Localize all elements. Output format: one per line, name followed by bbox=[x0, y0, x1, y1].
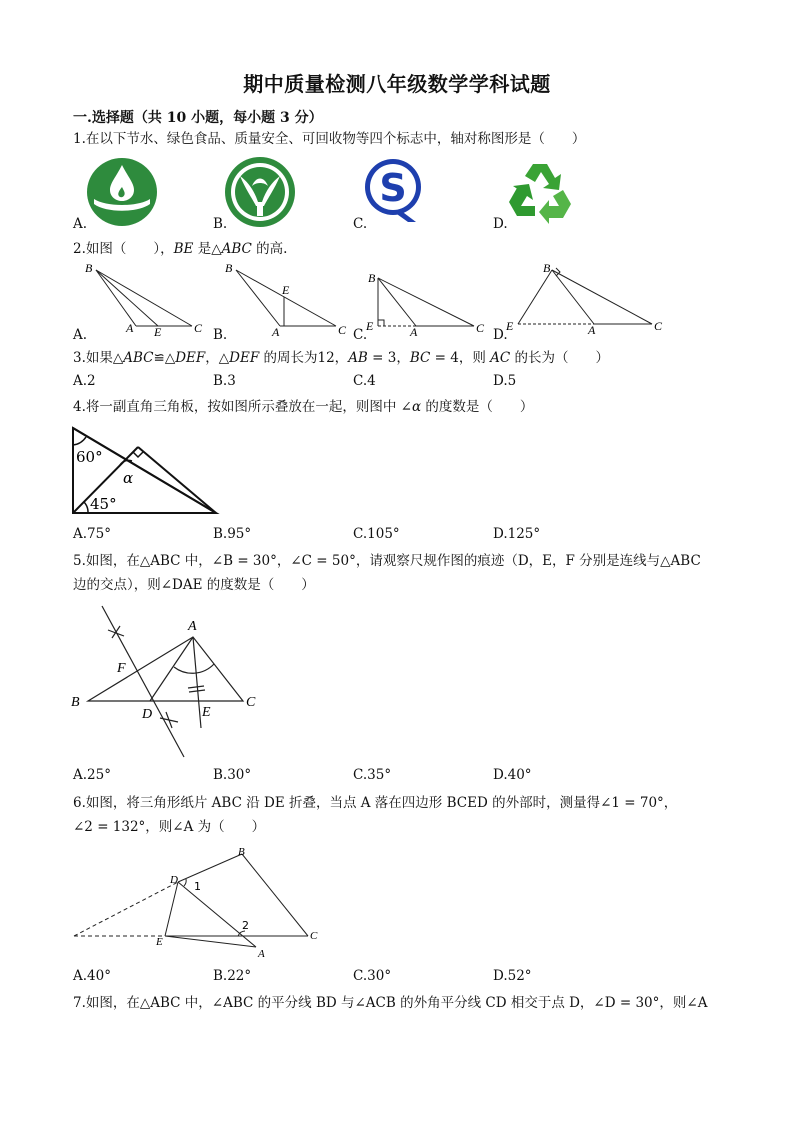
svg-text:A: A bbox=[258, 948, 265, 960]
svg-text:B: B bbox=[543, 261, 551, 275]
q2-figure-a bbox=[80, 262, 210, 338]
q5-construction-figure bbox=[68, 600, 268, 760]
q1-option-d[interactable]: D. bbox=[493, 216, 508, 232]
svg-text:C: C bbox=[310, 930, 318, 942]
svg-text:C: C bbox=[476, 321, 485, 335]
q4-option-d[interactable]: D.125° bbox=[493, 526, 541, 542]
svg-text:D: D bbox=[170, 874, 178, 886]
svg-text:C: C bbox=[654, 319, 663, 333]
svg-text:E: E bbox=[202, 705, 211, 720]
svg-text:B: B bbox=[238, 846, 245, 858]
quality-safety-logo-icon bbox=[364, 158, 424, 224]
svg-text:A: A bbox=[410, 325, 418, 339]
svg-text:2: 2 bbox=[242, 919, 249, 932]
svg-text:C: C bbox=[338, 323, 347, 337]
q3-option-d[interactable]: D.5 bbox=[493, 373, 517, 389]
question-7-line-1: 7.如图，在△ABC 中，∠ABC 的平分线 BD 与∠ACB 的外角平分线 CD 相交于点 D，∠D = 30°，则∠A bbox=[73, 995, 708, 1011]
question-2-stem: 2.如图（ ），BE 是△ABC 的高. bbox=[73, 241, 288, 257]
question-4-stem: 4.将一副直角三角板，按如图所示叠放在一起，则图中 ∠α 的度数是（ ） bbox=[73, 399, 534, 415]
q2-option-d[interactable]: D. bbox=[493, 327, 508, 343]
water-saving-logo-icon bbox=[86, 157, 158, 227]
svg-text:E: E bbox=[366, 319, 374, 333]
svg-text:A: A bbox=[126, 321, 134, 335]
svg-text:45°: 45° bbox=[90, 495, 117, 513]
q2-figure-b bbox=[220, 262, 350, 338]
q3-option-b[interactable]: B.3 bbox=[213, 373, 236, 389]
question-5-line-2: 边的交点），则∠DAE 的度数是（ ） bbox=[73, 577, 315, 593]
question-6-line-2: ∠2 = 132°，则∠A 为（ ） bbox=[73, 819, 266, 835]
q1-option-a[interactable]: A. bbox=[73, 216, 88, 232]
q4-triangle-figure bbox=[70, 425, 220, 517]
section-heading: 一.选择题（共 10 小题，每小题 3 分） bbox=[73, 110, 323, 126]
svg-text:B: B bbox=[225, 261, 233, 275]
svg-text:E: E bbox=[156, 936, 163, 948]
q6-option-b[interactable]: B.22° bbox=[213, 968, 252, 984]
q5-option-c[interactable]: C.35° bbox=[353, 767, 392, 783]
svg-text:A: A bbox=[272, 325, 280, 339]
q5-option-a[interactable]: A.25° bbox=[73, 767, 111, 783]
svg-text:A: A bbox=[188, 619, 197, 634]
svg-text:B: B bbox=[71, 695, 80, 710]
svg-text:1: 1 bbox=[194, 880, 201, 893]
q2-figure-c bbox=[362, 268, 492, 338]
question-3-stem: 3.如果△ABC≌△DEF，△DEF 的周长为12，AB = 3，BC = 4，则 AC 的长为（ ） bbox=[73, 350, 610, 366]
question-5-line-1: 5.如图，在△ABC 中，∠B = 30°，∠C = 50°，请观察尺规作图的痕迹（D，E，F 分别是连线与△ABC bbox=[73, 553, 701, 569]
svg-text:E: E bbox=[506, 319, 514, 333]
svg-text:E: E bbox=[154, 325, 162, 339]
svg-text:D: D bbox=[142, 707, 153, 722]
q4-option-a[interactable]: A.75° bbox=[73, 526, 111, 542]
q1-option-c[interactable]: C. bbox=[353, 216, 368, 232]
question-1-stem: 1.在以下节水、绿色食品、质量安全、可回收物等四个标志中，轴对称图形是（ ） bbox=[73, 131, 586, 147]
svg-text:A: A bbox=[588, 323, 596, 337]
q5-option-b[interactable]: B.30° bbox=[213, 767, 252, 783]
q2-figure-d bbox=[500, 260, 670, 336]
question-6-line-1: 6.如图，将三角形纸片 ABC 沿 DE 折叠，当点 A 落在四边形 BCED 的外部时，测量得∠1 = 70°， bbox=[73, 795, 678, 811]
q2-option-b[interactable]: B. bbox=[213, 327, 228, 343]
svg-text:60°: 60° bbox=[76, 448, 103, 466]
q6-option-a[interactable]: A.40° bbox=[73, 968, 111, 984]
q6-folding-figure bbox=[70, 845, 330, 965]
svg-text:α: α bbox=[123, 469, 134, 487]
q2-option-a[interactable]: A. bbox=[73, 327, 88, 343]
svg-text:F: F bbox=[117, 661, 126, 676]
q6-option-c[interactable]: C.30° bbox=[353, 968, 392, 984]
recycling-logo-icon bbox=[505, 160, 575, 224]
page-title: 期中质量检测八年级数学学科试题 bbox=[243, 72, 551, 96]
svg-text:E: E bbox=[282, 283, 290, 297]
svg-text:C: C bbox=[194, 321, 203, 335]
q5-option-d[interactable]: D.40° bbox=[493, 767, 532, 783]
q2-option-c[interactable]: C. bbox=[353, 327, 368, 343]
q4-option-c[interactable]: C.105° bbox=[353, 526, 400, 542]
q6-option-d[interactable]: D.52° bbox=[493, 968, 532, 984]
svg-text:B: B bbox=[85, 261, 93, 275]
svg-text:B: B bbox=[368, 271, 376, 285]
green-food-logo-icon bbox=[224, 156, 296, 228]
svg-text:C: C bbox=[246, 695, 256, 710]
svg-text:S: S bbox=[379, 166, 407, 210]
q3-option-c[interactable]: C.4 bbox=[353, 373, 376, 389]
q4-option-b[interactable]: B.95° bbox=[213, 526, 252, 542]
q1-option-b[interactable]: B. bbox=[213, 216, 228, 232]
q3-option-a[interactable]: A.2 bbox=[73, 373, 96, 389]
